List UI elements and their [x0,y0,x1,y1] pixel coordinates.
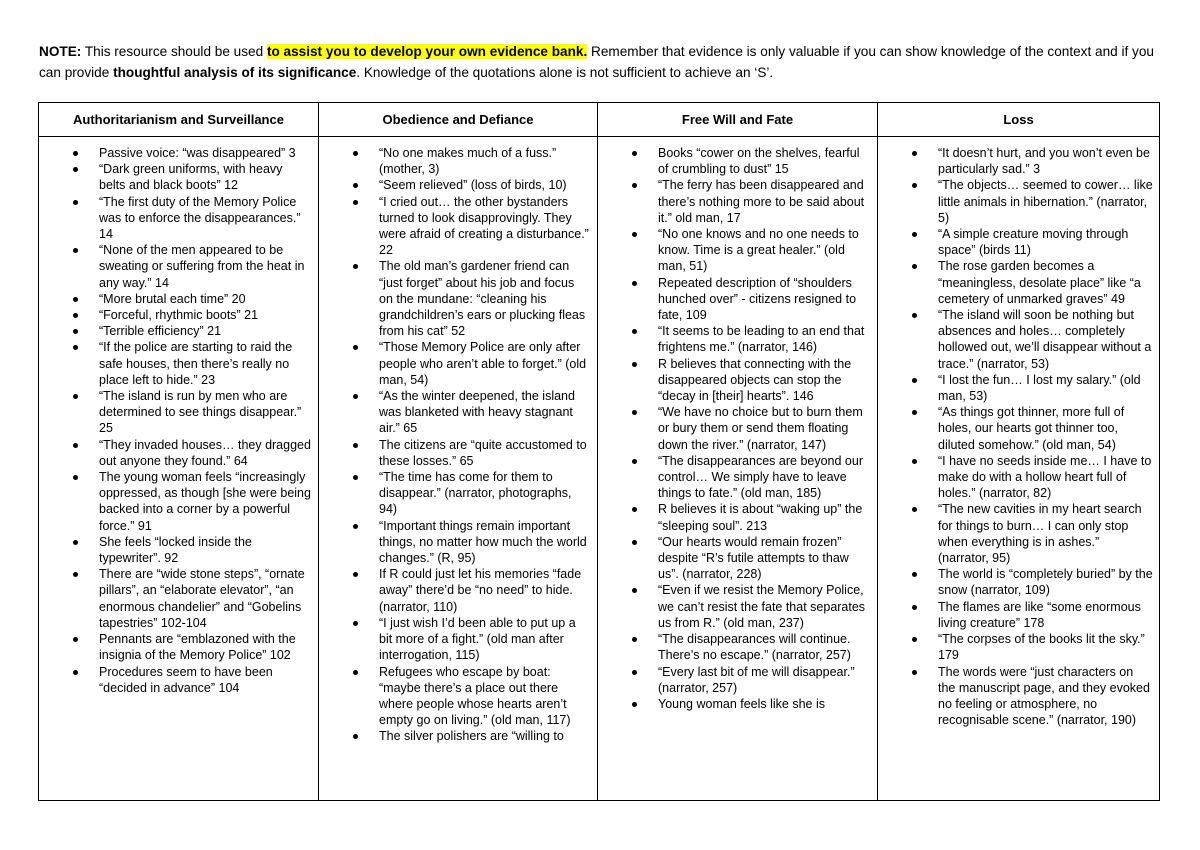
evidence-text: Pennants are “emblazoned with the insignia of the Memory Police” 102 [99,632,296,663]
bullet-icon [73,167,78,172]
evidence-text: “As the winter deepened, the island was blanketed with heavy stagnant air.” 65 [379,389,575,436]
note-label: NOTE: [39,44,82,59]
list-item [49,566,312,631]
bullet-icon [632,459,637,464]
list-item [608,631,871,663]
list-item [888,631,1153,663]
evidence-text: “The island will soon be nothing but absences and holes… completely hollowed out, we’ll disappear without a trace.” (narrator, 53) [938,308,1152,371]
evidence-text: “Every last bit of me will disappear.” (narrator, 257) [658,664,855,695]
evidence-text: “The ferry has been disappeared and there’s nothing more to be said about it.” old man, 17 [658,178,865,225]
evidence-text: “Those Memory Police are only after people who aren’t able to forget.” (old man, 54) [379,340,587,387]
bullet-icon [73,475,78,480]
list-item [608,534,871,583]
bullet-icon [912,605,917,610]
list-item [329,469,591,518]
evidence-text: “The island is run by men who are determined to see things disappear.” 25 [99,389,302,436]
bullet-icon [912,572,917,577]
evidence-text: The flames are like “some enormous living creature” 178 [938,599,1141,630]
evidence-text: “The time has come for them to disappear.” (narrator, photographs, 94) [379,470,572,517]
list-item [329,518,591,567]
list-item [329,615,591,664]
list-item [49,339,312,388]
evidence-text: Books “cower on the shelves, fearful of crumbling to dust” 15 [658,146,860,177]
evidence-text: “They invaded houses… they dragged out anyone they found.” 64 [99,437,311,468]
bullet-icon [353,621,358,626]
list-item [49,437,312,469]
evidence-text: “No one makes much of a fuss.” (mother, 3) [379,146,557,177]
list-item [329,566,591,615]
evidence-text: “None of the men appeared to be sweating or suffering from the heat in any way.” 14 [99,243,305,290]
bullet-icon [912,410,917,415]
column-heading-free-will: Free Will and Fate [598,103,878,137]
bullet-icon [353,475,358,480]
list-item [329,194,591,259]
bullet-icon [632,183,637,188]
evidence-text: R believes that connecting with the disappeared objects can stop the “decay in [their] hearts”. 146 [658,356,852,404]
evidence-text: The world is “completely buried” by the snow (narrator, 109) [938,567,1153,598]
bullet-icon [912,151,917,156]
list-item [49,161,312,193]
bullet-icon [632,507,637,512]
list-item [608,501,871,533]
bullet-icon [73,345,78,350]
bullet-icon [632,232,637,237]
evidence-text: There are “wide stone steps”, “ornate pillars”, an “elaborate elevator”, “an enormous chandelier” and “Gobelins tapestries” 102-104 [99,567,305,630]
bullet-icon [353,443,358,448]
evidence-text: “No one knows and no one needs to know. Time is a great healer.” (old man, 51) [658,227,859,274]
evidence-table [38,102,1160,801]
evidence-text: Young woman feels like she is [658,696,825,711]
evidence-text: The young woman feels “increasingly oppressed, as though [she were being backed into a corner by a powerful force.” 91 [99,470,311,533]
bullet-icon [912,183,917,188]
list-item [329,388,591,437]
note-paragraph [39,41,1161,83]
list-item [49,194,312,243]
bullet-icon [632,702,637,707]
column-heading-authoritarianism: Authoritarianism and Surveillance [39,103,319,137]
bullet-icon [632,329,637,334]
table-body-row [39,137,1160,801]
list-item [888,177,1153,226]
list-item [329,664,591,729]
bullet-icon [73,540,78,545]
list-item [608,582,871,631]
evidence-text: The words were “just characters on the manuscript page, and they evoked no feeling or atmosphere, no recognisable scene.” (narrator, 190) [938,664,1150,728]
evidence-text: Passive voice: “was disappeared” 3 [99,146,296,160]
column-heading-loss: Loss [878,103,1160,137]
evidence-text: Procedures seem to have been “decided in advance” 104 [99,664,273,695]
bullet-icon [632,670,637,675]
evidence-text: “It seems to be leading to an end that frightens me.” (narrator, 146) [658,324,865,355]
note-emphasis: thoughtful analysis of its significance [113,65,357,80]
evidence-text: The rose garden becomes a “meaningless, desolate place” like “a cemetery of unmarked graves” 49 [938,259,1141,306]
bullet-icon [632,362,637,367]
bullet-icon [73,151,78,156]
evidence-text: “I just wish I’d been able to put up a bit more of a fight.” (old man after interrogation, 115) [379,615,576,663]
list-item [49,664,312,696]
evidence-text: The old man’s gardener friend can “just forget” about his job and focus on the mundane: “cleaning his grandchildren’s ears or plucking fleas from his cat” 52 [379,259,586,339]
bullet-icon [73,443,78,448]
list-item [329,728,591,744]
list-item [329,339,591,388]
list-item [329,177,591,193]
note-end: . Knowledge of the quotations alone is not sufficient to achieve an ‘S’. [356,65,774,80]
evidence-text: “We have no choice but to burn them or bury them or send them floating down the river.” (narrator, 147) [658,405,863,452]
evidence-text: “Dark green uniforms, with heavy belts and black boots” 12 [99,162,283,193]
note-highlight: to assist you to develop your own evidence bank. [266,44,588,59]
bullet-icon [73,572,78,577]
evidence-text: “Terrible efficiency” 21 [99,324,222,339]
evidence-text: “I have no seeds inside me… I have to make do with a hollow heart full of holes.” (narrator, 82) [938,453,1152,501]
list-item [888,145,1153,177]
list-item [49,242,312,291]
bullet-icon [912,232,917,237]
list-item [329,437,591,469]
evidence-text: “The disappearances will continue. There’s no escape.” (narrator, 257) [658,632,851,663]
list-item [49,631,312,663]
table-header-row [39,103,1160,137]
bullet-icon [353,151,358,156]
bullet-icon [632,588,637,593]
bullet-icon [912,459,917,464]
evidence-list-authoritarianism [49,145,312,696]
bullet-icon [353,524,358,529]
list-item [888,258,1153,307]
column-heading-obedience: Obedience and Defiance [319,103,598,137]
evidence-text: “Seem relieved” (loss of birds, 10) [379,178,567,193]
evidence-text: “I lost the fun… I lost my salary.” (old man, 53) [938,372,1141,404]
evidence-list-loss [888,145,1153,728]
bullet-icon [73,297,78,302]
bullet-icon [73,329,78,334]
list-item [608,275,871,324]
list-item [608,177,871,226]
list-item [888,566,1153,598]
list-item [329,258,591,339]
evidence-text: The silver polishers are “willing to [379,729,564,744]
bullet-icon [912,670,917,675]
list-item [49,307,312,323]
bullet-icon [73,248,78,253]
evidence-text: The citizens are “quite accustomed to these losses.” 65 [379,437,587,468]
evidence-text: “If the police are starting to raid the safe houses, then there’s really no place left to hide.” 23 [99,340,293,387]
bullet-icon [353,734,358,739]
list-item [608,226,871,275]
evidence-text: “A simple creature moving through space” (birds 11) [938,227,1129,258]
bullet-icon [912,313,917,318]
evidence-text: “The objects… seemed to cower… like little animals in hibernation.” (narrator, 5) [938,178,1153,225]
list-item [608,664,871,696]
evidence-text: “It doesn’t hurt, and you won’t even be particularly sad.” 3 [938,146,1150,177]
list-item [49,145,312,161]
list-item [49,469,312,534]
evidence-text: “The new cavities in my heart search for things to burn… I can only stop when everything is in ashes.” (narrator, 95) [938,502,1142,566]
evidence-text: “As things got thinner, more full of holes, our hearts got thinner too, diluted somehow.” (old man, 54) [938,405,1125,452]
evidence-text: “I cried out… the other bystanders turned to look disapprovingly. They were afraid of creating a disturbance.” 22 [379,194,589,258]
evidence-text: “Important things remain important things, no matter how much the world changes.” (R, 95) [379,518,587,566]
evidence-text: R believes it is about “waking up” the “sleeping soul”. 213 [658,502,863,533]
note-middle: Remember that evidence is only valuable if you can show knowledge of the context and if you can provide [39,44,1154,80]
list-item [608,323,871,355]
bullet-icon [73,637,78,642]
evidence-text: “The first duty of the Memory Police was to enforce the disappearances.” 14 [99,194,301,242]
bullet-icon [73,670,78,675]
evidence-text: “More brutal each time” 20 [99,291,246,306]
list-item [608,404,871,453]
evidence-text: Repeated description of “shoulders hunched over” - citizens resigned to fate, 109 [658,275,857,323]
bullet-icon [73,394,78,399]
bullet-icon [632,410,637,415]
column-cell-obedience [319,137,598,801]
evidence-text: If R could just let his memories “fade away” there’d be “no need” to hide. (narrator, 110) [379,567,582,614]
bullet-icon [73,313,78,318]
list-item [49,388,312,437]
bullet-icon [353,183,358,188]
bullet-icon [912,637,917,642]
bullet-icon [73,200,78,205]
bullet-icon [353,200,358,205]
column-cell-authoritarianism [39,137,319,801]
list-item [608,356,871,405]
list-item [888,404,1153,453]
bullet-icon [912,264,917,269]
note-intro: This resource should be used [81,44,267,59]
list-item [888,307,1153,372]
evidence-text: “The disappearances are beyond our control… We simply have to leave things to fate.” (old man, 185) [658,453,863,501]
bullet-icon [912,378,917,383]
list-item [888,501,1153,566]
list-item [49,291,312,307]
evidence-text: She feels “locked inside the typewriter”. 92 [99,534,252,566]
list-item [888,372,1153,404]
bullet-icon [632,637,637,642]
bullet-icon [353,264,358,269]
bullet-icon [353,572,358,577]
evidence-text: “The corpses of the books lit the sky.” 179 [938,632,1145,663]
bullet-icon [632,151,637,156]
bullet-icon [632,540,637,545]
bullet-icon [912,507,917,512]
list-item [888,226,1153,258]
bullet-icon [353,670,358,675]
list-item [888,453,1153,502]
list-item [888,664,1153,729]
bullet-icon [353,394,358,399]
list-item [608,453,871,502]
column-cell-free-will [598,137,878,801]
evidence-list-obedience [329,145,591,745]
list-item [49,534,312,566]
bullet-icon [353,345,358,350]
list-item [329,145,591,177]
evidence-text: “Even if we resist the Memory Police, we can’t resist the fate that separates us from R.” (old man, 237) [658,583,866,630]
list-item [608,696,871,712]
list-item [49,323,312,339]
bullet-icon [632,281,637,286]
list-item [888,599,1153,631]
column-cell-loss [878,137,1160,801]
evidence-text: “Our hearts would remain frozen” despite “R’s futile attempts to thaw us”. (narrator, 228) [658,534,849,582]
evidence-text: Refugees who escape by boat: “maybe there’s a place out there where people whose hearts aren’t empty go on living.” (old man, 117) [379,664,571,728]
list-item [608,145,871,177]
evidence-text: “Forceful, rhythmic boots” 21 [99,308,259,323]
evidence-list-free-will [608,145,871,712]
